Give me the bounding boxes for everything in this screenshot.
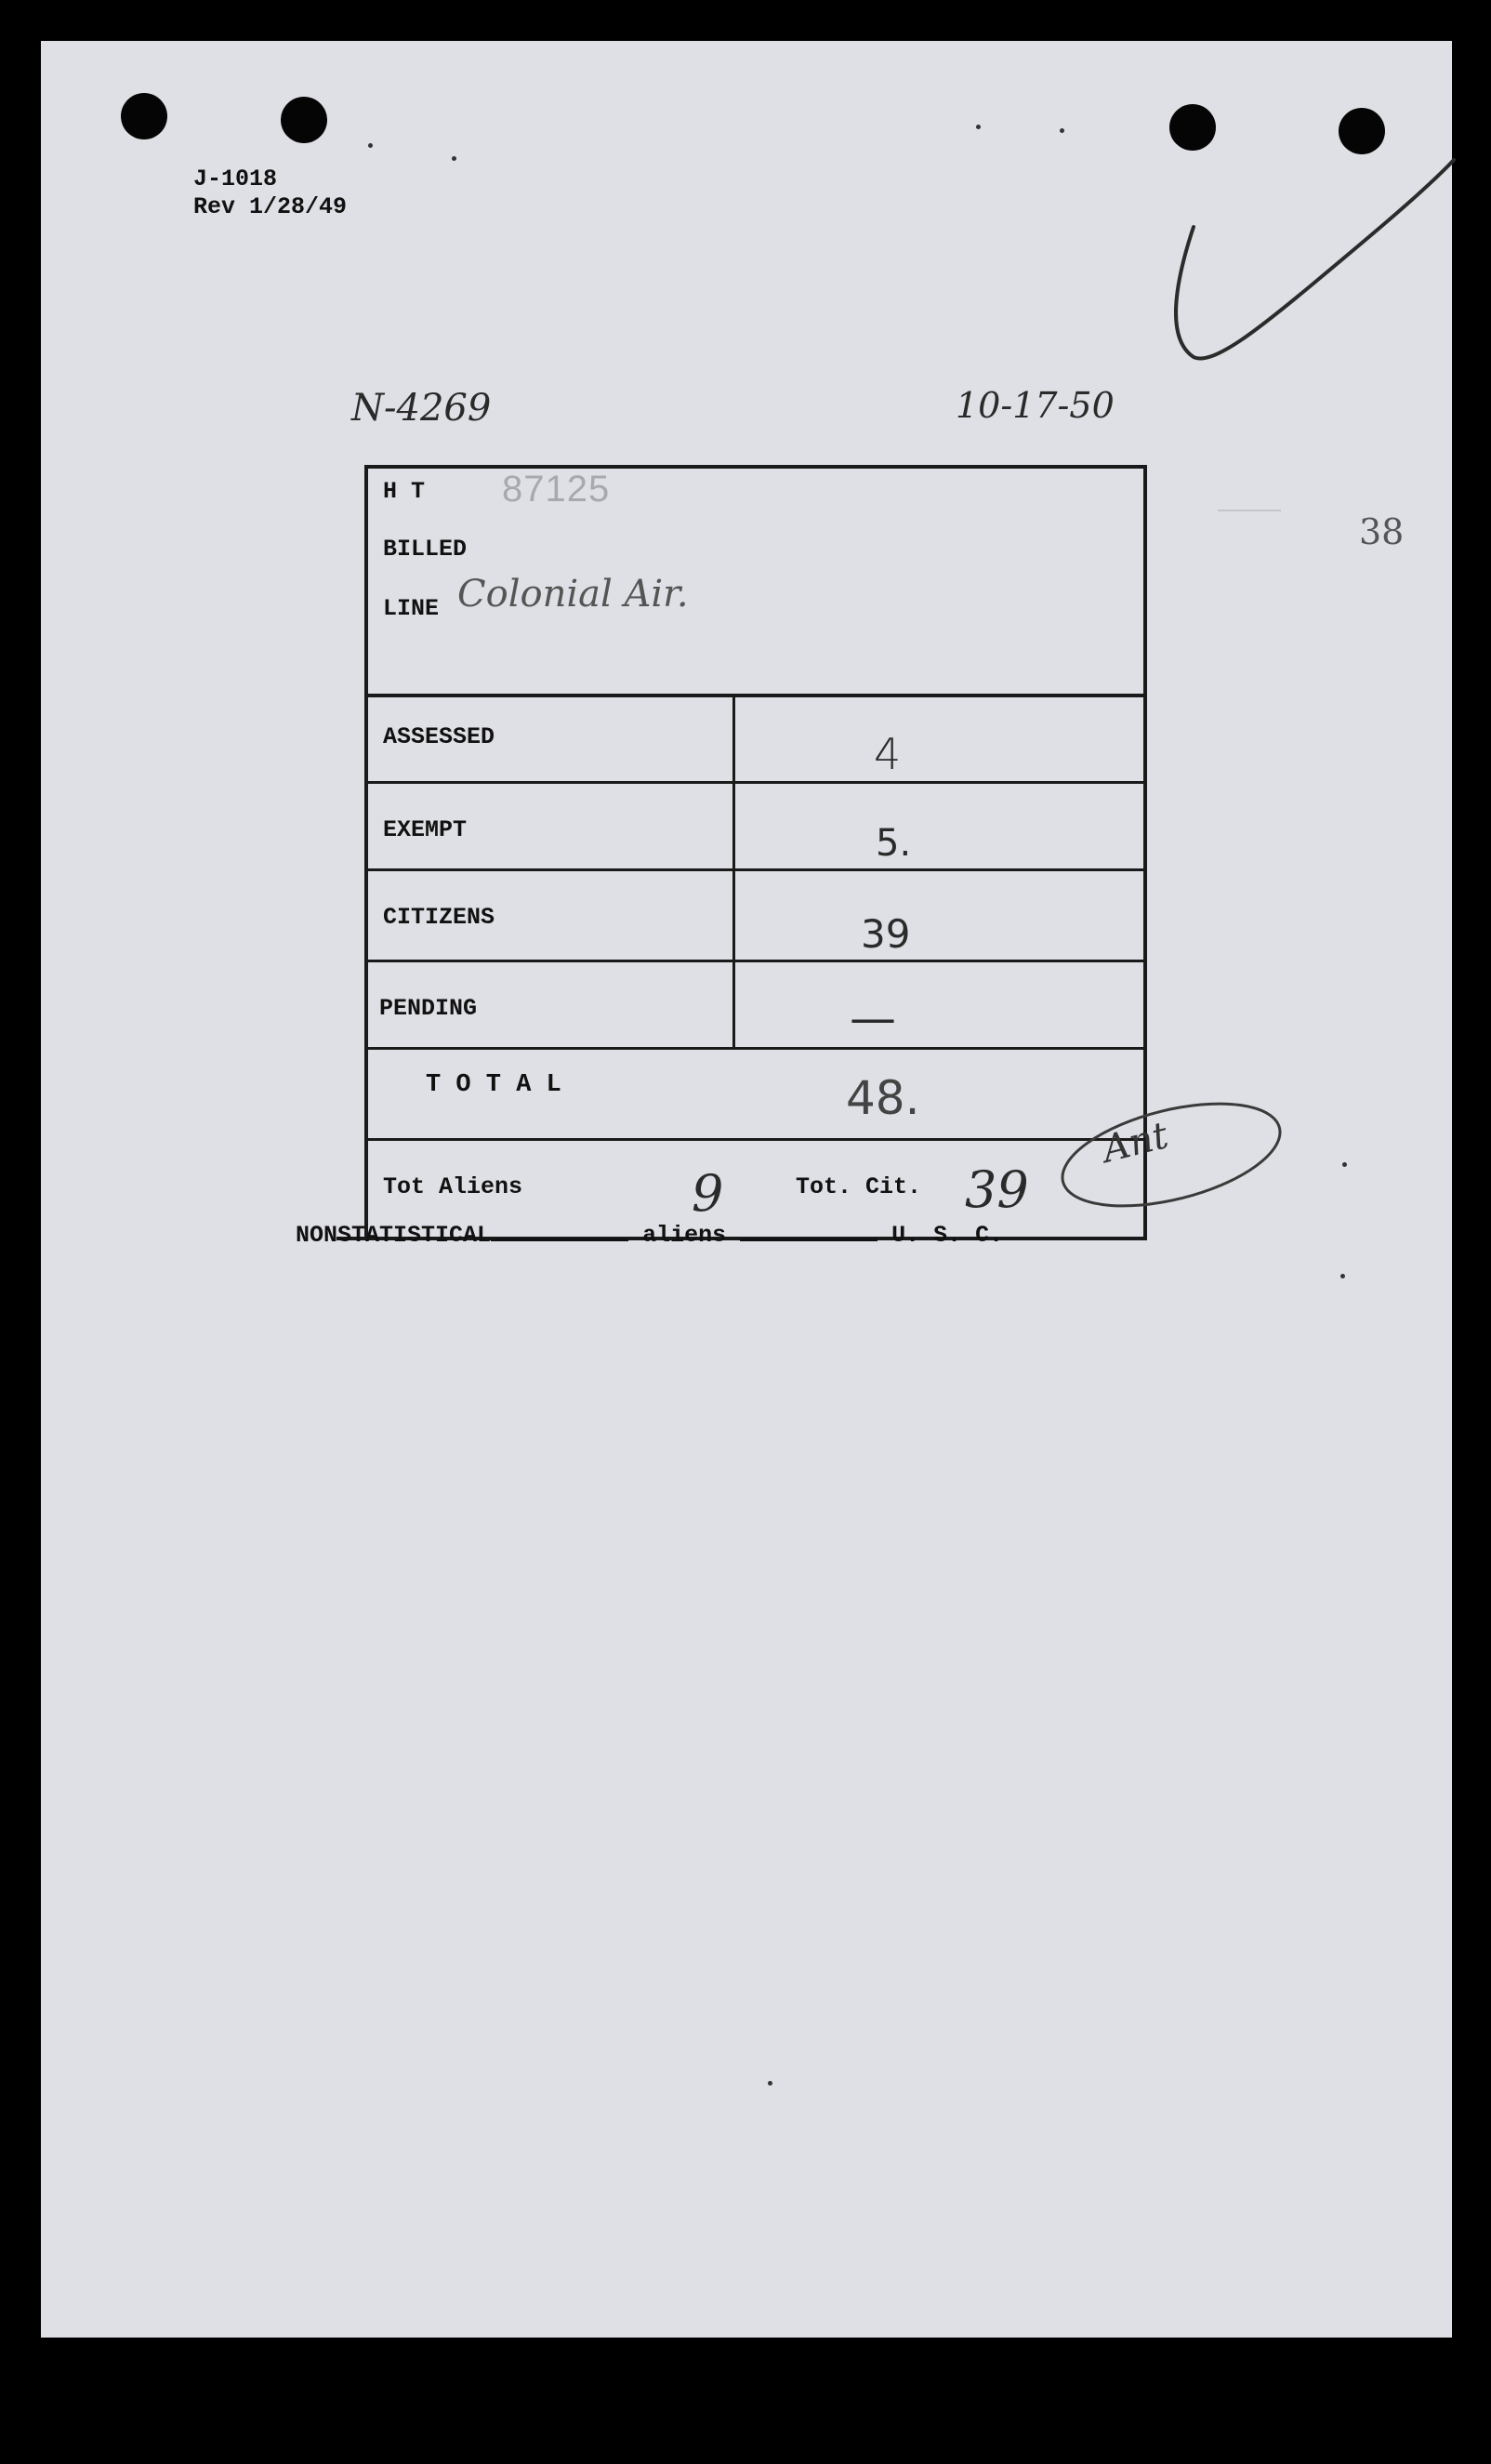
table-left-border [364, 465, 368, 1240]
punch-hole-left-2 [281, 97, 327, 143]
stamp-number: 87125 [502, 469, 611, 510]
usc-label: U. S. C. [891, 1222, 1004, 1249]
speck [1060, 128, 1064, 133]
line-label: LINE [383, 595, 440, 622]
nonstatistical-line [296, 1220, 1003, 1249]
exempt-label: EXEMPT [383, 816, 468, 843]
statistics-table [364, 465, 1147, 1240]
speck [452, 156, 456, 161]
line-value: Colonial Air. [457, 573, 689, 616]
check-mark-icon [1156, 143, 1463, 431]
citizens-value: 39 [861, 911, 911, 957]
assessed-value: 4 [874, 729, 902, 779]
speck [368, 143, 373, 148]
citizens-label: CITIZENS [383, 904, 495, 931]
document-page [41, 41, 1452, 2338]
speck [1342, 1162, 1347, 1167]
divider-total [364, 1138, 1147, 1141]
form-code [193, 166, 347, 221]
pending-label: PENDING [379, 995, 478, 1022]
speck [976, 125, 981, 129]
total-label: T O T A L [426, 1071, 561, 1099]
ht-label: H T [383, 478, 426, 505]
form-date: 10-17-50 [956, 385, 1115, 426]
divider-pending [364, 1047, 1147, 1050]
column-divider [732, 694, 735, 1049]
faint-dash [1218, 510, 1281, 511]
form-revision: Rev 1/28/49 [193, 193, 348, 220]
billed-label: BILLED [383, 536, 468, 563]
tot-cit-label: Tot. Cit. [796, 1173, 922, 1200]
form-code-number: J-1018 [193, 166, 278, 192]
divider-top-section [364, 694, 1147, 697]
divider-assessed [364, 781, 1147, 784]
speck [768, 2081, 772, 2086]
pending-value: — [850, 991, 896, 1045]
nonstatistical-usc-blank [740, 1220, 877, 1241]
tot-cit-value: 39 [965, 1160, 1029, 1219]
exempt-value: 5. [876, 822, 912, 865]
punch-hole-left-1 [121, 93, 167, 139]
speck [1340, 1274, 1345, 1278]
nonstatistical-label: NONSTATISTICAL [296, 1222, 492, 1249]
page-number: 38 [1359, 511, 1405, 552]
table-top-border [364, 465, 1147, 469]
initials-oval [1050, 1088, 1292, 1227]
inspector-initials: Ant [1098, 1114, 1173, 1172]
file-number: N-4269 [351, 387, 492, 430]
tot-aliens-label: Tot Aliens [383, 1173, 523, 1200]
divider-exempt [364, 868, 1147, 871]
aliens-label: aliens [642, 1222, 727, 1249]
assessed-label: ASSESSED [383, 723, 495, 750]
total-value: 48. [846, 1071, 920, 1125]
tot-aliens-value: 9 [692, 1164, 724, 1223]
divider-citizens [364, 960, 1147, 962]
nonstatistical-aliens-blank [491, 1220, 628, 1241]
